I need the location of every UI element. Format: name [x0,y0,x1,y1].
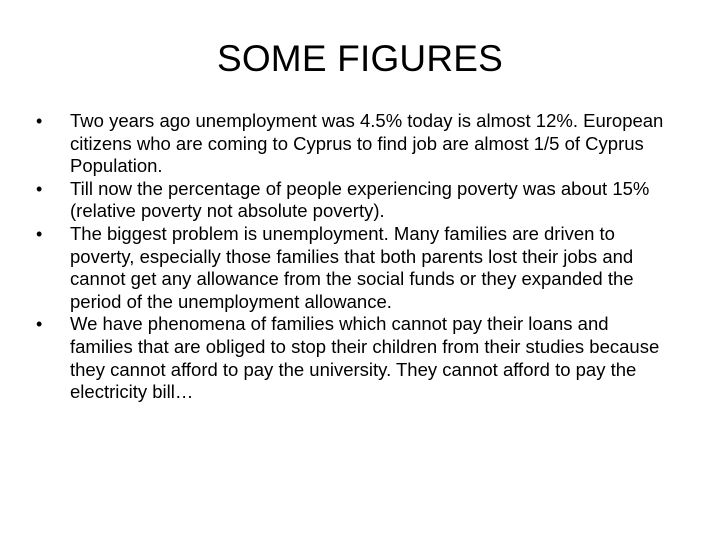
bullet-item [36,110,676,178]
bullet-icon: • [36,111,43,131]
bullet-text: The biggest problem is unemployment. Many families are driven to poverty, especially those families that both parents lost their jobs and cannot get any allowance from the social funds or they expanded the period of the unemployment allowance. [70,222,634,312]
bullet-item [36,313,676,403]
bullet-item [36,178,676,223]
bullet-item [36,223,676,313]
bullet-list [36,110,676,404]
bullet-icon: • [36,314,43,335]
bullet-icon: • [36,178,43,199]
slide-title: SOME FIGURES [216,38,504,79]
bullet-text: We have phenomena of families which cannot pay their loans and families that are obliged to stop their children from their studies because they cannot afford to pay the university. They cannot afford to pay the electricity bill… [70,313,660,403]
bullet-icon: • [36,223,43,244]
bullet-text: Till now the percentage of people experiencing poverty was about 15% (relative poverty not absolute poverty). [70,177,650,222]
bullet-text: Two years ago unemployment was 4.5% today is almost 12%. European citizens who are coming to Cyprus to find job are almost 1/5 of Cyprus Population. [70,110,664,177]
